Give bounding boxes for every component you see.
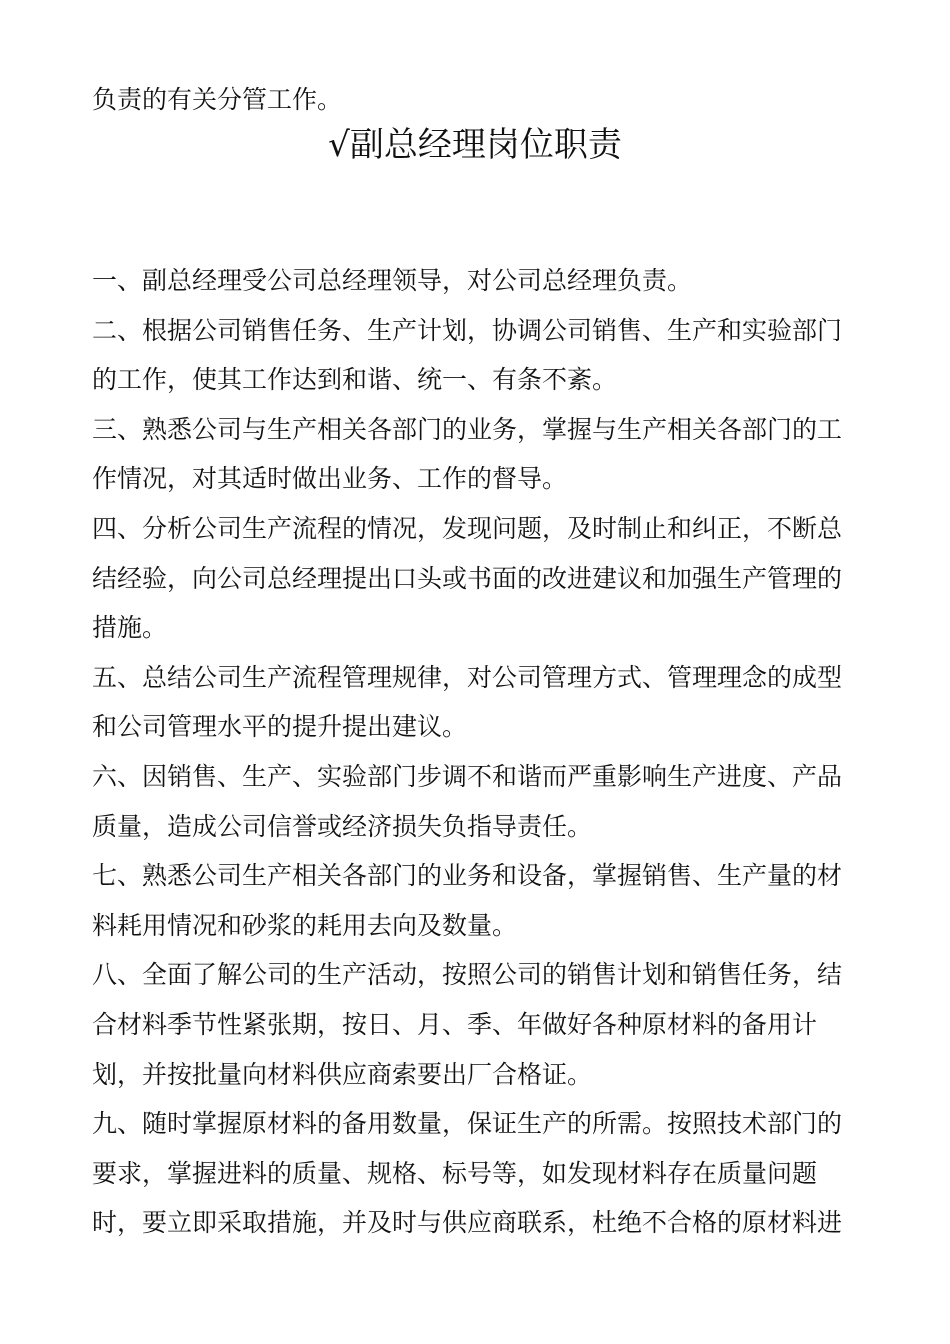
text-line: 合材料季节性紧张期，按日、月、季、年做好各种原材料的备用计	[92, 1009, 818, 1039]
text-line: 划，并按批量向材料供应商索要出厂合格证。	[92, 1059, 593, 1089]
text-line: 二、根据公司销售任务、生产计划，协调公司销售、生产和实验部门	[92, 315, 843, 345]
lead-text: 负责的有关分管工作。	[92, 85, 343, 114]
page-title: √副总经理岗位职责	[328, 125, 622, 165]
text-line: 五、总结公司生产流程管理规律，对公司管理方式、管理理念的成型	[92, 662, 843, 692]
text-line: 料耗用情况和砂浆的耗用去向及数量。	[92, 910, 518, 940]
text-line: 和公司管理水平的提升提出建议。	[92, 712, 468, 742]
text-line: 九、随时掌握原材料的备用数量，保证生产的所需。按照技术部门的	[92, 1109, 843, 1139]
text-line: 的工作，使其工作达到和谐、统一、有条不紊。	[92, 365, 618, 395]
text-line: 八、全面了解公司的生产活动，按照公司的销售计划和销售任务，结	[92, 960, 843, 990]
body-text	[92, 256, 862, 1248]
text-line: 要求，掌握进料的质量、规格、标号等，如发现材料存在质量问题	[92, 1158, 818, 1188]
text-line: 结经验，向公司总经理提出口头或书面的改进建议和加强生产管理的	[92, 563, 843, 593]
text-line: 三、熟悉公司与生产相关各部门的业务，掌握与生产相关各部门的工	[92, 414, 843, 444]
text-line: 四、分析公司生产流程的情况，发现问题，及时制止和纠正，不断总	[92, 513, 843, 543]
text-line: 作情况，对其适时做出业务、工作的督导。	[92, 464, 568, 494]
text-line: 时，要立即采取措施，并及时与供应商联系，杜绝不合格的原材料进	[92, 1208, 843, 1238]
text-line: 七、熟悉公司生产相关各部门的业务和设备，掌握销售、生产量的材	[92, 861, 843, 891]
text-line: 一、副总经理受公司总经理领导，对公司总经理负责。	[92, 266, 693, 295]
text-line: 措施。	[92, 613, 168, 643]
text-line: 六、因销售、生产、实验部门步调不和谐而严重影响生产进度、产品	[92, 761, 843, 791]
text-line: 质量，造成公司信誉或经济损失负指导责任。	[92, 811, 593, 841]
